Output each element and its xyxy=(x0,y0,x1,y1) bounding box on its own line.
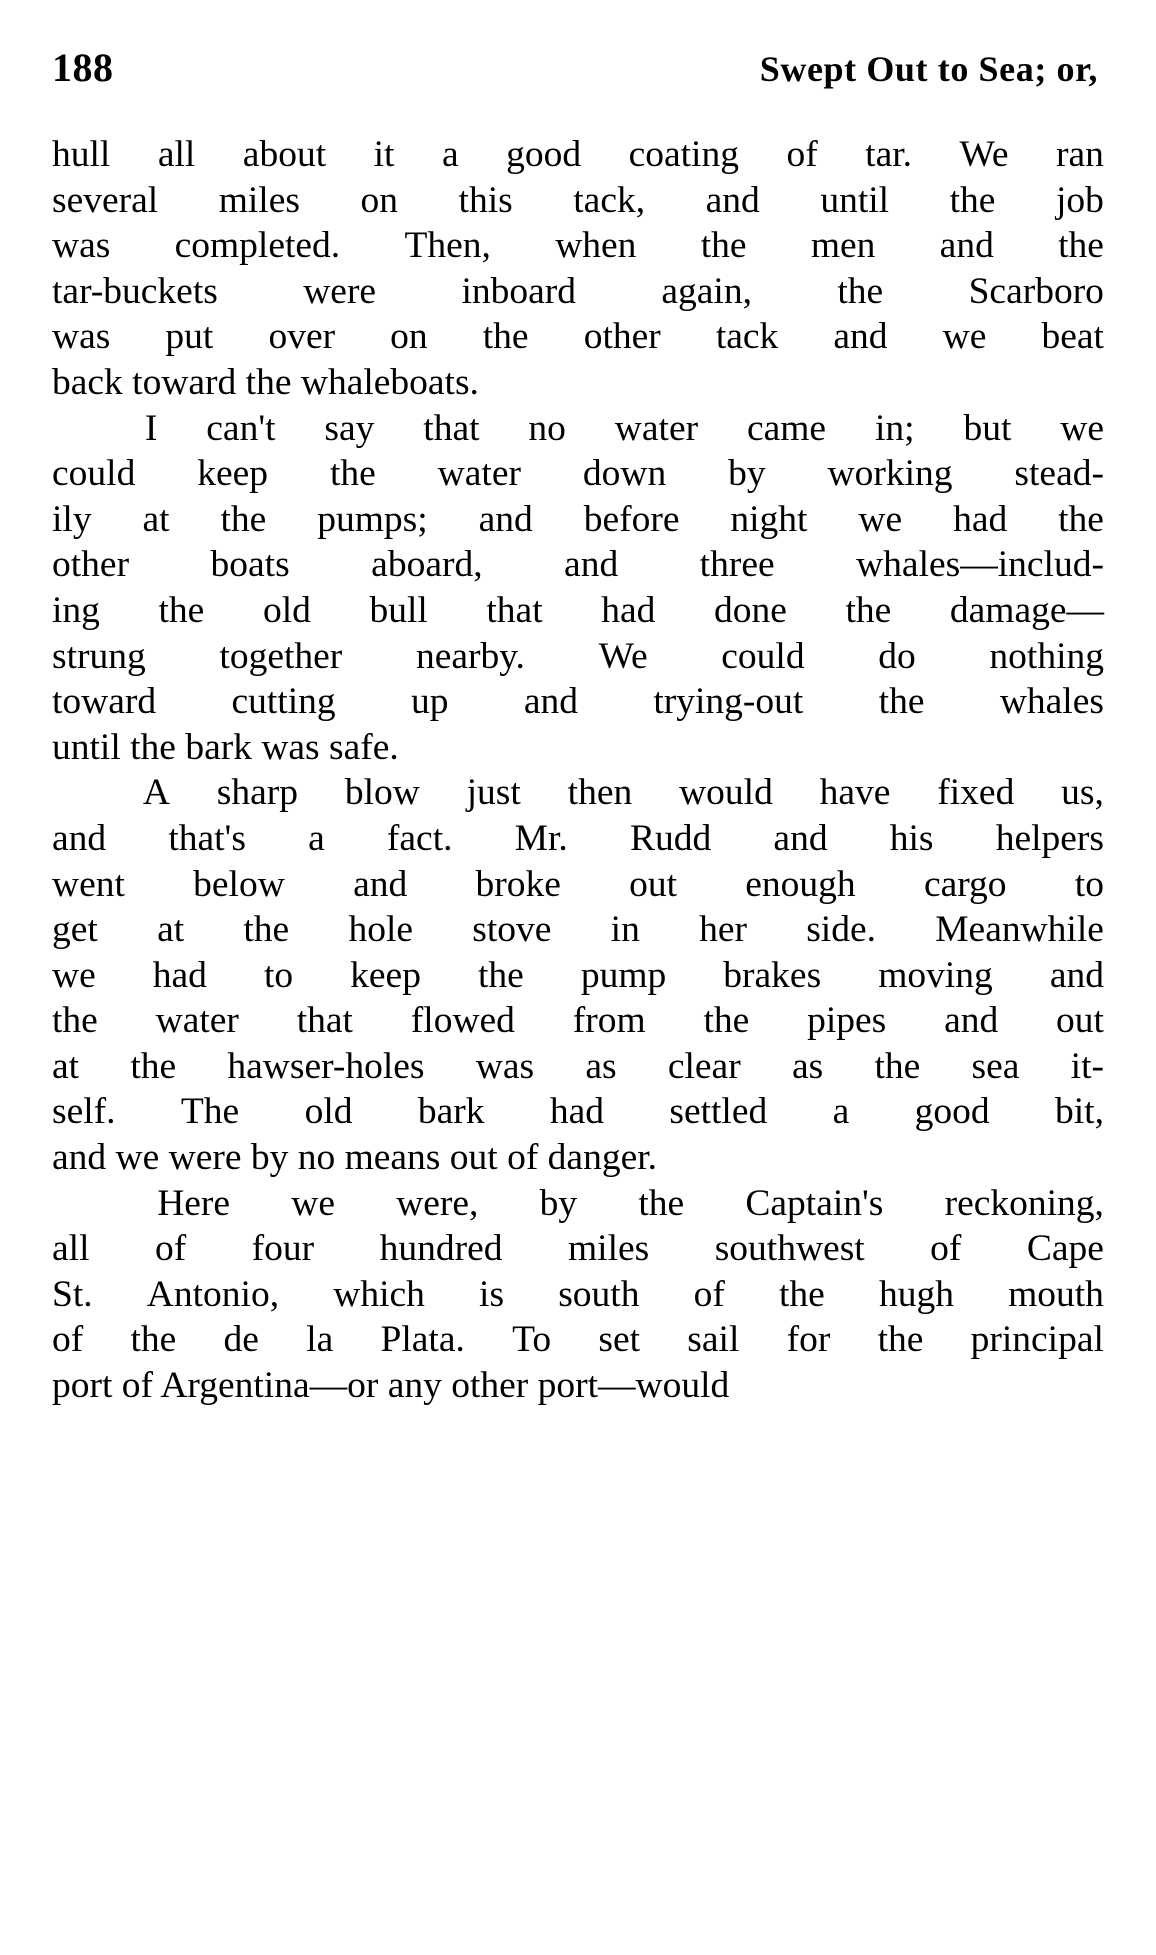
text-line: other boats aboard, and three whales—includ- xyxy=(52,544,1104,586)
text-line: toward cutting up and trying-out the whales xyxy=(52,681,1104,723)
text-line: Here we were, by the Captain's reckoning, xyxy=(52,1181,1104,1227)
text-line: was completed. Then, when the men and the xyxy=(52,225,1104,267)
page-header xyxy=(52,44,1104,96)
page-body xyxy=(52,132,1104,1409)
text-line: get at the hole stove in her side. Meanwhile xyxy=(52,909,1104,951)
text-line: and we were by no means out of danger. xyxy=(52,1137,658,1179)
paragraph-indent xyxy=(52,1181,96,1227)
text-line: the water that flowed from the pipes and out xyxy=(52,1000,1104,1042)
paragraph xyxy=(52,1181,1104,1409)
text-line: and that's a fact. Mr. Rudd and his helpers xyxy=(52,817,1104,859)
paragraph-indent xyxy=(52,406,96,452)
text-line: at the hawser-holes was as clear as the sea it- xyxy=(52,1045,1104,1087)
text-line: St. Antonio, which is south of the hugh mouth xyxy=(52,1273,1104,1315)
text-line: ily at the pumps; and before night we had the xyxy=(52,498,1104,540)
text-line: until the bark was safe. xyxy=(52,726,399,768)
page-number: 188 xyxy=(52,45,114,90)
text-line: A sharp blow just then would have fixed us, xyxy=(52,770,1104,816)
text-line: of the de la Plata. To set sail for the principal xyxy=(52,1319,1104,1361)
text-line: went below and broke out enough cargo to xyxy=(52,863,1104,905)
text-line: we had to keep the pump brakes moving and xyxy=(52,954,1104,996)
text-line: could keep the water down by working stead- xyxy=(52,453,1104,495)
paragraph xyxy=(52,132,1104,406)
text-line: ing the old bull that had done the damage— xyxy=(52,589,1104,631)
text-line: back toward the whaleboats. xyxy=(52,361,479,403)
text-line: several miles on this tack, and until the job xyxy=(52,179,1104,221)
paragraph xyxy=(52,406,1104,771)
text-line: strung together nearby. We could do nothing xyxy=(52,635,1104,677)
paragraph-indent xyxy=(52,770,96,816)
text-line: tar-buckets were inboard again, the Scarboro xyxy=(52,270,1104,312)
running-head-title: Swept Out to Sea; or, xyxy=(759,49,1098,89)
text-line: port of Argentina—or any other port—would xyxy=(52,1365,730,1407)
paragraph xyxy=(52,770,1104,1180)
text-line: all of four hundred miles southwest of Cape xyxy=(52,1228,1104,1270)
text-line: I can't say that no water came in; but we xyxy=(52,406,1104,452)
text-line: hull all about it a good coating of tar. We ran xyxy=(52,134,1104,175)
text-line: was put over on the other tack and we beat xyxy=(52,316,1104,358)
text-line: self. The old bark had settled a good bit, xyxy=(52,1091,1104,1133)
